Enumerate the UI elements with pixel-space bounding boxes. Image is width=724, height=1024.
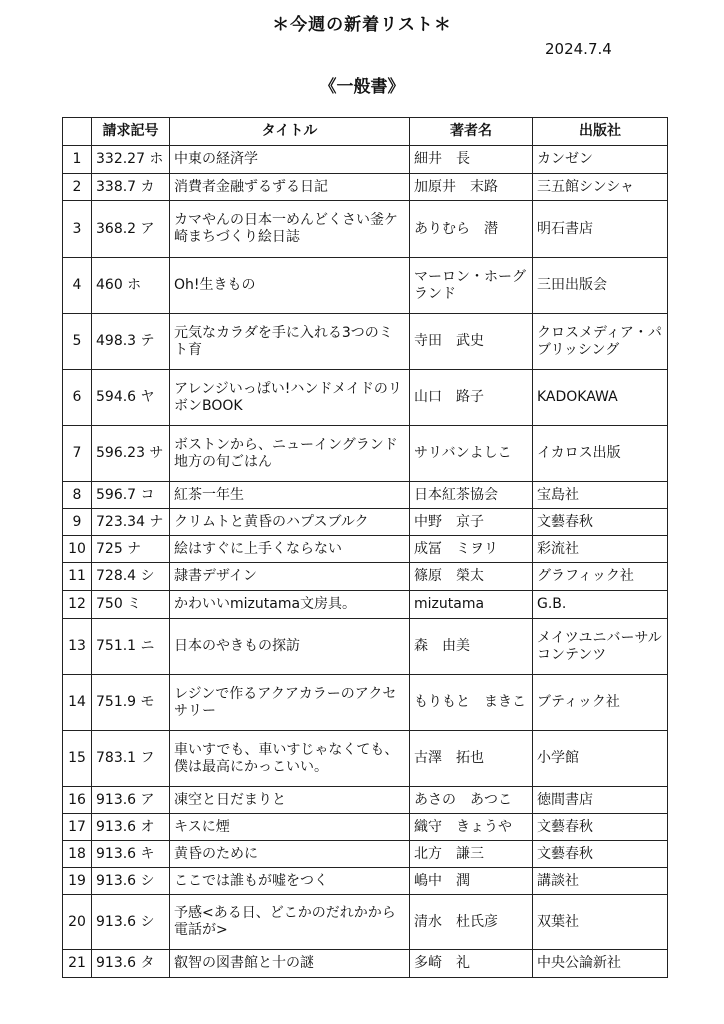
row-number: 8: [63, 482, 92, 509]
header-title: タイトル: [170, 118, 410, 146]
book-author: 細井 長: [410, 146, 533, 174]
table-row: [63, 201, 668, 258]
book-title: 隷書デザイン: [170, 563, 410, 591]
table-row: [63, 895, 668, 950]
book-author: 寺田 武史: [410, 314, 533, 370]
book-publisher: 三田出版会: [533, 258, 668, 314]
book-publisher: カンゼン: [533, 146, 668, 174]
table-row: [63, 814, 668, 841]
call-number: 751.1 ニ: [92, 619, 170, 675]
book-publisher: 文藝春秋: [533, 814, 668, 841]
call-number: 913.6 キ: [92, 841, 170, 868]
book-publisher: 彩流社: [533, 536, 668, 563]
table-row: [63, 868, 668, 895]
header-call-number: 請求記号: [92, 118, 170, 146]
book-title: かわいいmizutama文房具。: [170, 591, 410, 619]
book-title: キスに煙: [170, 814, 410, 841]
call-number: 723.34 ナ: [92, 509, 170, 536]
book-author: 北方 謙三: [410, 841, 533, 868]
book-title: Oh!生きもの: [170, 258, 410, 314]
book-title: 消費者金融ずるずる日記: [170, 174, 410, 201]
book-author: mizutama: [410, 591, 533, 619]
book-author: もりもと まきこ: [410, 675, 533, 731]
book-publisher: 文藝春秋: [533, 509, 668, 536]
call-number: 725 ナ: [92, 536, 170, 563]
book-author: 織守 きょうや: [410, 814, 533, 841]
row-number: 1: [63, 146, 92, 174]
call-number: 913.6 シ: [92, 895, 170, 950]
book-list-table: [62, 117, 668, 978]
table-row: [63, 675, 668, 731]
header-publisher: 出版社: [533, 118, 668, 146]
book-publisher: KADOKAWA: [533, 370, 668, 426]
book-author: 清水 杜氏彦: [410, 895, 533, 950]
book-author: あさの あつこ: [410, 787, 533, 814]
row-number: 12: [63, 591, 92, 619]
book-author: 嶋中 潤: [410, 868, 533, 895]
table-row: [63, 482, 668, 509]
book-publisher: 三五館シンシャ: [533, 174, 668, 201]
call-number: 338.7 カ: [92, 174, 170, 201]
row-number: 5: [63, 314, 92, 370]
header-no: [63, 118, 92, 146]
book-title: 予感<ある日、どこかのだれかから電話が>: [170, 895, 410, 950]
book-title: クリムトと黄昏のハプスブルク: [170, 509, 410, 536]
call-number: 498.3 テ: [92, 314, 170, 370]
table-row: [63, 370, 668, 426]
table-row: [63, 426, 668, 482]
call-number: 750 ミ: [92, 591, 170, 619]
book-publisher: 宝島社: [533, 482, 668, 509]
table-row: [63, 787, 668, 814]
book-author: ありむら 潜: [410, 201, 533, 258]
book-title: 日本のやきもの探訪: [170, 619, 410, 675]
call-number: 913.6 ア: [92, 787, 170, 814]
book-title: アレンジいっぱい!ハンドメイドのリボンBOOK: [170, 370, 410, 426]
header-author: 著者名: [410, 118, 533, 146]
row-number: 19: [63, 868, 92, 895]
row-number: 17: [63, 814, 92, 841]
book-author: マーロン・ホーグランド: [410, 258, 533, 314]
book-author: 中野 京子: [410, 509, 533, 536]
book-title: 車いすでも、車いすじゃなくても、僕は最高にかっこいい。: [170, 731, 410, 787]
row-number: 10: [63, 536, 92, 563]
table-row: [63, 509, 668, 536]
book-publisher: メイツユニバーサルコンテンツ: [533, 619, 668, 675]
book-publisher: イカロス出版: [533, 426, 668, 482]
call-number: 596.7 コ: [92, 482, 170, 509]
table-row: [63, 536, 668, 563]
book-author: 篠原 榮太: [410, 563, 533, 591]
book-author: 成冨 ミヲリ: [410, 536, 533, 563]
row-number: 21: [63, 950, 92, 978]
book-title: カマやんの日本一めんどくさい釜ケ崎まちづくり絵日誌: [170, 201, 410, 258]
book-title: ここでは誰もが嘘をつく: [170, 868, 410, 895]
book-author: 日本紅茶協会: [410, 482, 533, 509]
book-publisher: 徳間書店: [533, 787, 668, 814]
table-row: [63, 841, 668, 868]
call-number: 368.2 ア: [92, 201, 170, 258]
call-number: 332.27 ホ: [92, 146, 170, 174]
book-author: サリバンよしこ: [410, 426, 533, 482]
page-title: ＊今週の新着リスト＊: [272, 15, 452, 35]
row-number: 13: [63, 619, 92, 675]
row-number: 9: [63, 509, 92, 536]
book-author: 森 由美: [410, 619, 533, 675]
call-number: 913.6 シ: [92, 868, 170, 895]
call-number: 783.1 フ: [92, 731, 170, 787]
book-title: 元気なカラダを手に入れる3つのミト育: [170, 314, 410, 370]
row-number: 11: [63, 563, 92, 591]
row-number: 4: [63, 258, 92, 314]
book-title: 紅茶一年生: [170, 482, 410, 509]
call-number: 913.6 オ: [92, 814, 170, 841]
row-number: 3: [63, 201, 92, 258]
row-number: 20: [63, 895, 92, 950]
book-publisher: ブティック社: [533, 675, 668, 731]
book-author: 古澤 拓也: [410, 731, 533, 787]
row-number: 2: [63, 174, 92, 201]
call-number: 751.9 モ: [92, 675, 170, 731]
book-publisher: 中央公論新社: [533, 950, 668, 978]
row-number: 6: [63, 370, 92, 426]
book-publisher: 小学館: [533, 731, 668, 787]
table-header-row: [63, 118, 668, 146]
call-number: 460 ホ: [92, 258, 170, 314]
book-publisher: 明石書店: [533, 201, 668, 258]
row-number: 7: [63, 426, 92, 482]
table-row: [63, 563, 668, 591]
row-number: 16: [63, 787, 92, 814]
call-number: 913.6 タ: [92, 950, 170, 978]
book-title: 凍空と日だまりと: [170, 787, 410, 814]
table-row: [63, 591, 668, 619]
book-author: 加原井 末路: [410, 174, 533, 201]
book-title: 絵はすぐに上手くならない: [170, 536, 410, 563]
table-row: [63, 314, 668, 370]
section-heading: 《一般書》: [319, 77, 405, 97]
table-row: [63, 731, 668, 787]
call-number: 594.6 ヤ: [92, 370, 170, 426]
book-title: 中東の経済学: [170, 146, 410, 174]
book-publisher: 双葉社: [533, 895, 668, 950]
book-title: レジンで作るアクアカラーのアクセサリー: [170, 675, 410, 731]
book-title: 黄昏のために: [170, 841, 410, 868]
table-row: [63, 619, 668, 675]
table-row: [63, 258, 668, 314]
book-publisher: クロスメディア・パブリッシング: [533, 314, 668, 370]
book-publisher: G.B.: [533, 591, 668, 619]
list-date: 2024.7.4: [545, 40, 612, 58]
table-row: [63, 950, 668, 978]
row-number: 15: [63, 731, 92, 787]
book-title: 叡智の図書館と十の謎: [170, 950, 410, 978]
call-number: 728.4 シ: [92, 563, 170, 591]
table-row: [63, 146, 668, 174]
table-row: [63, 174, 668, 201]
book-author: 多崎 礼: [410, 950, 533, 978]
book-publisher: 文藝春秋: [533, 841, 668, 868]
book-author: 山口 路子: [410, 370, 533, 426]
row-number: 14: [63, 675, 92, 731]
book-publisher: 講談社: [533, 868, 668, 895]
row-number: 18: [63, 841, 92, 868]
book-title: ボストンから、ニューイングランド地方の旬ごはん: [170, 426, 410, 482]
book-publisher: グラフィック社: [533, 563, 668, 591]
call-number: 596.23 サ: [92, 426, 170, 482]
